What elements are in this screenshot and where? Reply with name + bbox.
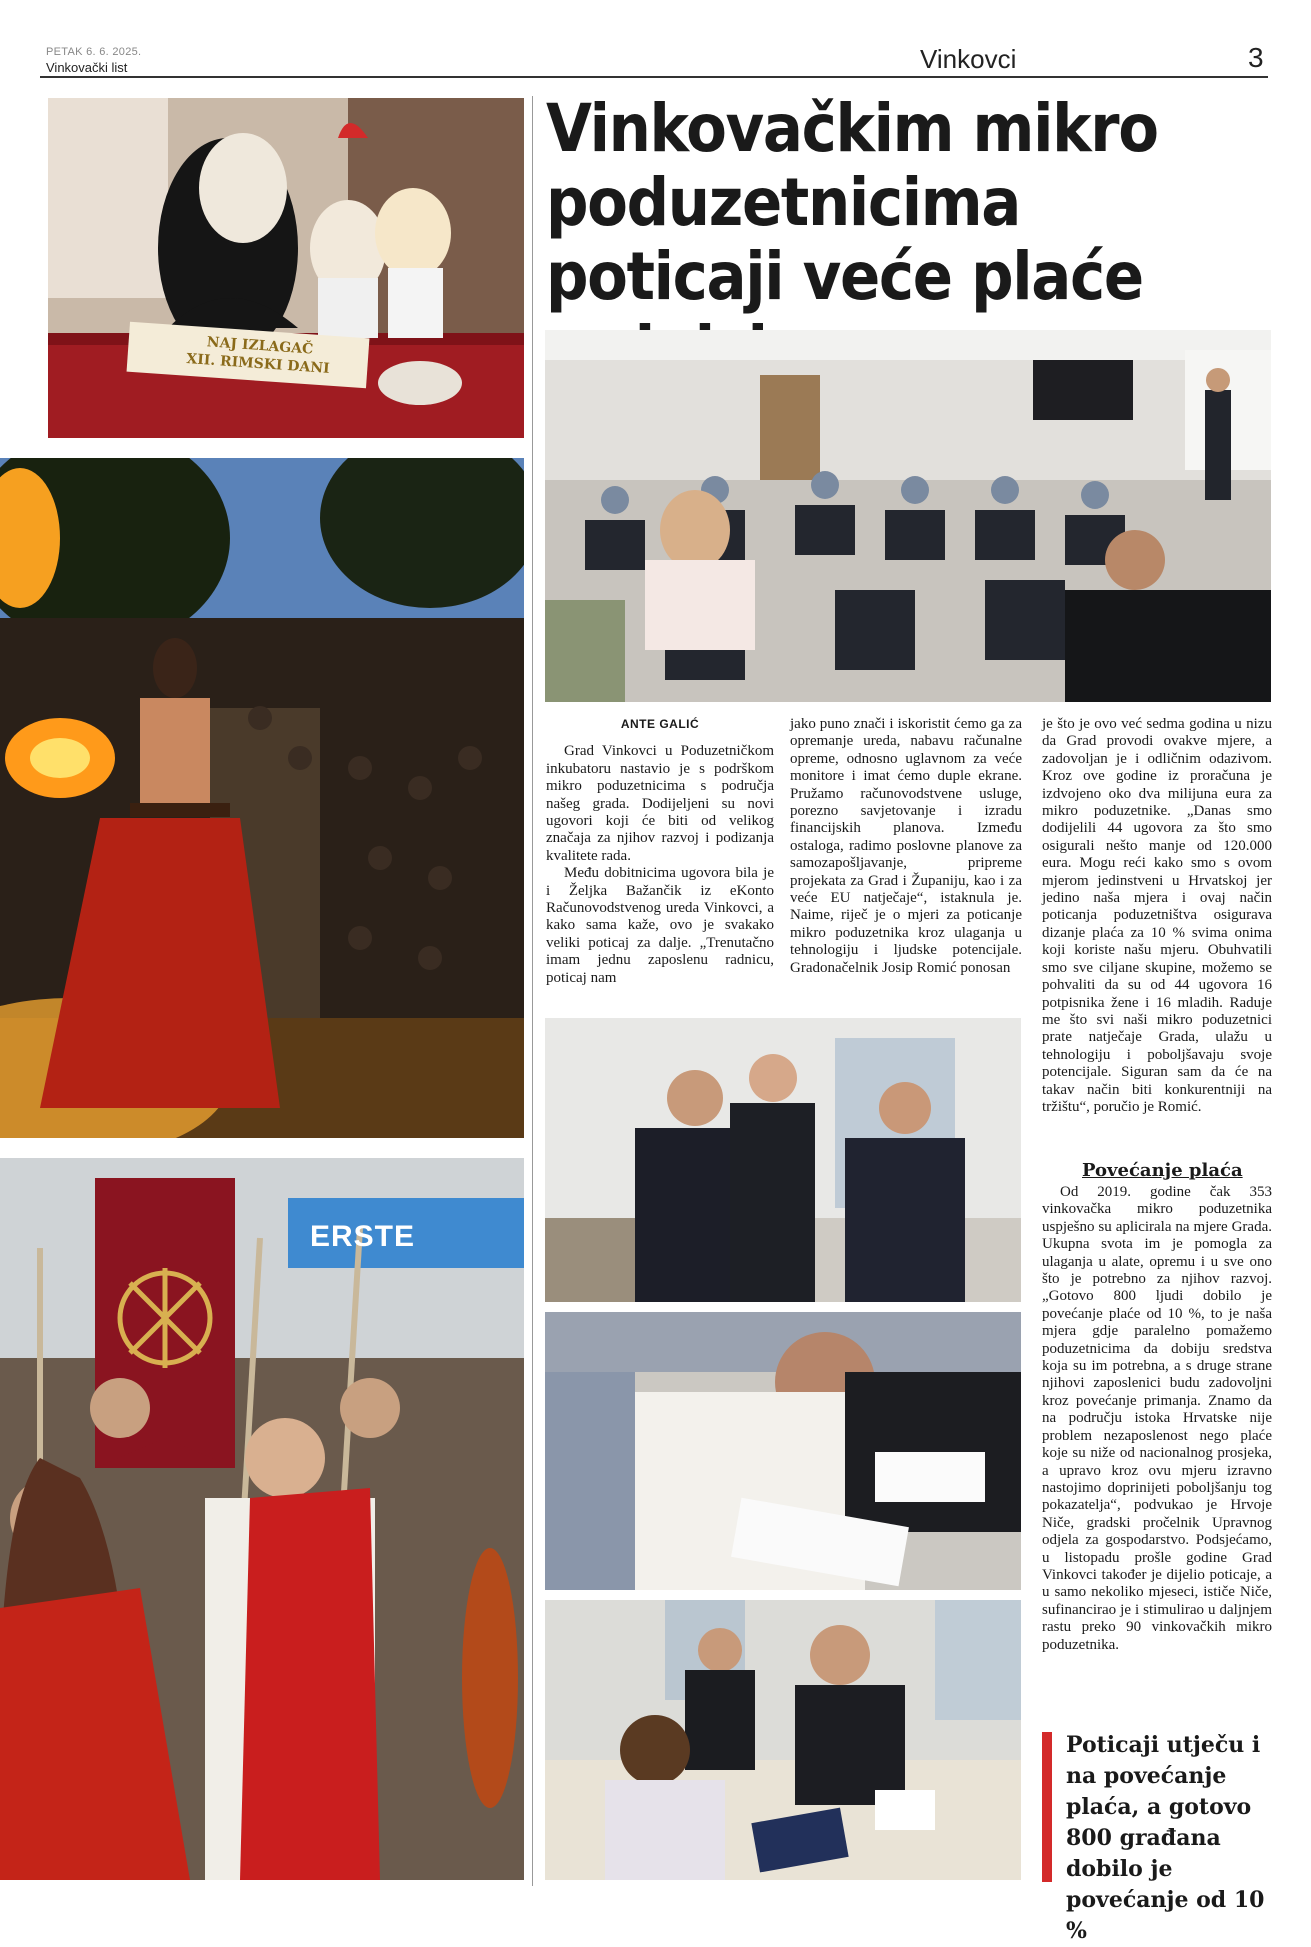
- article-paragraph: je što je ovo već sedma godina u nizu da Grad provodi ovakve mjere, a zadovoljan je i odličnim odazivom. Kroz ove godine iz proračuna je izdvojeno oko dva milijuna eura za mikro poduzetnike. „Danas smo dodijelili 44 ugovora za što smo osigurali nešto manje od 120.000 eura. Mogu reći kako smo s ovom mjerom jedinstveni u Hrvatskoj jer jedino naša mjera i ovaj način poticanja poduzetništva osigurava dizanje plaća za 10 % svima onima koji koriste našu mjeru. Obuhvatili smo sve ciljane skupine, možemo se pohvaliti da su od 44 ugovora 16 potpisnika žene i 16 mladih. Raduje me što svi naši mikro poduzetnici prate natječaje Grada, ulažu u tehnologiju i poboljšavaju svoje potencijale. Siguran sam da će na takav način biti konkurentniji na tržištu“, poručio je Romić.: [1042, 716, 1272, 1115]
- article-subheading: Povećanje plaća: [1082, 1160, 1243, 1181]
- header-rule: [40, 76, 1268, 78]
- article-column-3b: [1042, 1184, 1272, 1654]
- article-paragraph: jako puno znači i iskoristit ćemo ga za opremanje ureda, nabavu računalne opreme, odnosno uglavnom za veće monitore i imat ćemo duple ekrane. Pružamo računovodstvene usluge, porezno savjetovanje i izradu financijskih planova. Između ostaloga, radimo poslovne planove za samozapošljavanje, pripreme projekata za Grad i Županiju, kao i za veće EU natječaje“, istaknula je. Naime, riječ je o mjeri za poticanje mikro poduzetnika kroz ulaganja u tehnologiju i ljudske potencijale. Gradonačelnik Josip Romić ponosan: [790, 716, 1022, 976]
- photo-seminar-room: [545, 330, 1271, 702]
- article-column-2: [790, 716, 1022, 977]
- article-paragraph: Među dobitnicima ugovora bila je i Željka Bažančik iz eKonto Računovodstvenog ureda Vinkovci, a kako sama kaže, ovo je svakako veliki poticaj za dalje. „Trenutačno imam jednu zaposlenu radnicu, poticaj nam: [546, 865, 774, 986]
- photo-trophy: [48, 98, 524, 438]
- page-number: 3: [1248, 42, 1264, 73]
- photo-roman-procession: [0, 1158, 524, 1880]
- photo-handshake: [545, 1018, 1021, 1302]
- article-paragraph: Grad Vinkovci u Poduzetničkom inkubatoru nastavio je s podrškom mikro poduzetnicima s područja našeg grada. Dodijeljeni su novi ugovori koji će biti od velikog značaja za njihov razvoj i podizanja kvalitete rada.: [546, 743, 774, 864]
- column-divider: [532, 96, 533, 1886]
- section-title: Vinkovci: [920, 44, 1017, 74]
- article-column-3: [1042, 716, 1272, 1116]
- photo-fire-dancer: [0, 458, 524, 1138]
- trophy-plaque-line2: XII. RIMSKI DANI: [185, 351, 331, 377]
- article-byline: ANTE GALIĆ: [620, 717, 700, 731]
- trophy-plaque-line1: NAJ IZLAGAČ: [206, 334, 314, 358]
- photo-contract-table: [545, 1600, 1021, 1880]
- article-headline: Vinkovačkim mikro poduzetnicima poticaji veće plaće: [546, 90, 1158, 315]
- article-column-1: [546, 716, 774, 987]
- photo-signing-contract: [545, 1312, 1021, 1590]
- article-paragraph: Od 2019. godine čak 353 vinkovačka mikro poduzetnika uspješno su aplicirala na mjere Grada. Ukupna svota im je pomogla za ulaganja u alate, opremu i u sve ono što je potrebno za njihov razvoj. „Gotovo 800 ljudi dobilo je povećanje plaće od 10 %, to je naša mjera gdje paralelno pomažemo poduzetnicima da dobiju sredstva koja su im potrebna, a s druge strane njihovi zaposlenici budu zadovoljni kroz povećanje primanja. Znamo da na području istoka Hrvatske nije problem nezaposlenost nego plaće koje su niže od nacionalnog prosjeka, a upravo kroz ovu mjeru izravno nastojimo doprinijeti poboljšanju tog pokazatelja“, podvukao je Hrvoje Niče, gradski pročelnik Upravnog odjela za gospodarstvo. Podsjećamo, u listopadu prošle godine Grad Vinkovci također je dijelio poticaje, a u samo nekoliko mjeseci, ističe Niče, sufinancirao je i stimulirao u daljnjem rastu preko 90 vinkovačkih mikro poduzetnika.: [1042, 1184, 1272, 1653]
- callout-accent-bar: [1042, 1732, 1052, 1882]
- issue-date: PETAK 6. 6. 2025.: [46, 46, 142, 58]
- paper-name: Vinkovački list: [46, 60, 128, 75]
- article-callout: Poticaji utječu i na povećanje plaća, a gotovo 800 građana dobilo je povećanje od 10 %: [1066, 1732, 1265, 1944]
- bank-sign: ERSTE: [310, 1220, 416, 1253]
